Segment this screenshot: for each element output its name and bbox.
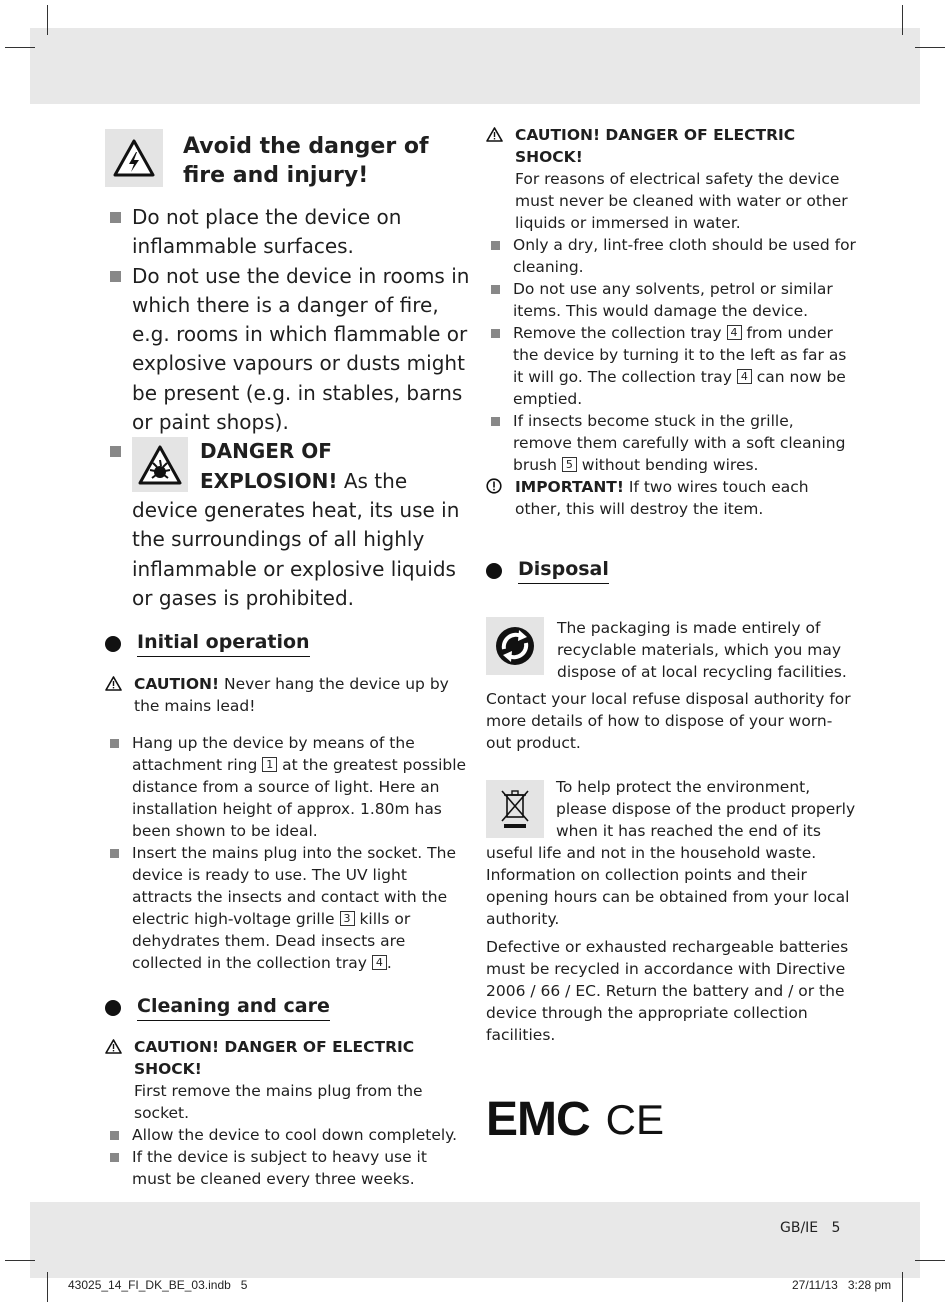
square-bullet-icon: [491, 241, 500, 250]
square-bullet-icon: [110, 212, 121, 223]
cleaning-heading: [105, 994, 470, 1021]
initial-operation-heading: [105, 630, 470, 657]
packaging-note: [486, 617, 856, 683]
batteries-text: Defective or exhausted rechargeable batteries must be recycled in accordance with Directive 2006 / 66 / EC. Return the battery and / or the device through the appropriate collection facilities.: [486, 938, 849, 1044]
list-item: [105, 262, 470, 438]
list-item-text: Only a dry, lint-free cloth should be used for cleaning.: [513, 236, 856, 276]
list-item-text: kills or dehydrates them. Dead insects are collected in the collection tray: [132, 910, 411, 973]
list-item-text: Hang up the device by means of the attachment ring: [132, 734, 415, 775]
part-number: 4: [737, 369, 752, 384]
square-bullet-icon: [491, 329, 500, 338]
caution-text: First remove the mains plug from the socket.: [134, 1082, 423, 1123]
emc-mark: EMC: [486, 1093, 590, 1146]
crop-mark: [902, 1272, 903, 1302]
list-item: [105, 842, 470, 974]
section-title: Cleaning and care: [137, 994, 330, 1021]
emc-ce-mark: [486, 1093, 856, 1146]
recycling-icon: [486, 617, 544, 675]
list-item-text: Do not place the device on inflammable surfaces.: [132, 205, 402, 259]
danger-title: [183, 132, 429, 190]
caution-label: CAUTION! DANGER OF ELECTRIC SHOCK!: [515, 126, 796, 166]
important-text: If two wires touch each other, this will destroy the item.: [515, 478, 809, 518]
left-column: [105, 124, 470, 1190]
electric-warning-icon: [105, 129, 163, 187]
warning-triangle-icon: [105, 676, 122, 691]
list-item: [486, 278, 856, 322]
environment-note: [486, 776, 856, 930]
square-bullet-icon: [110, 739, 119, 748]
section-title: Initial operation: [137, 630, 310, 657]
square-bullet-icon: [110, 271, 121, 282]
bullet-dot-icon: [486, 563, 502, 579]
list-item: [105, 732, 470, 842]
cleaning-list: [105, 1124, 470, 1190]
crop-mark: [5, 47, 35, 48]
square-bullet-icon: [110, 1153, 119, 1162]
list-item-text: at the greatest possible distance from a source of light. Here an installation height of approx. 1.80m has been shown to be ideal.: [132, 756, 467, 841]
print-slug-left: 43025_14_FI_DK_BE_03.indb 5: [68, 1278, 248, 1292]
danger-title-line: Avoid the danger of: [183, 134, 429, 159]
crop-mark: [915, 1260, 945, 1261]
caution-label: CAUTION!: [134, 675, 220, 694]
weee-bin-icon: [486, 780, 544, 838]
list-item: [105, 1124, 470, 1146]
caution-label: CAUTION! DANGER OF ELECTRIC SHOCK!: [134, 1038, 415, 1079]
caution-note: [105, 673, 470, 717]
packaging-text: The packaging is made entirely of recyclable materials, which you may dispose of at local recycling facilities.: [557, 619, 847, 681]
explosion-text: device generates heat, its use in the surroundings of all highly inflammable or explosive liquids or gases is prohibited.: [132, 497, 460, 610]
crop-mark: [47, 5, 48, 35]
explosion-heading: DANGER OF: [200, 439, 332, 464]
caution-note: [486, 124, 856, 234]
important-note: [486, 476, 856, 520]
list-item-text: Remove the collection tray: [513, 324, 727, 342]
caution-text: Never hang the device up by the mains lead!: [134, 675, 449, 716]
list-item: [486, 322, 856, 410]
crop-mark: [902, 5, 903, 35]
list-item-text: If insects become stuck in the grille, remove them carefully with a soft cleaning brush: [513, 412, 846, 474]
caution-text: For reasons of electrical safety the device must never be cleaned with water or other liquids or immersed in water.: [515, 170, 848, 232]
caution-note: [105, 1036, 470, 1124]
crop-mark: [47, 1272, 48, 1302]
footer-band: [30, 1202, 920, 1278]
contact-text: Contact your local refuse disposal authority for more details of how to dispose of your worn-out product.: [486, 690, 851, 752]
print-slug-right: 27/11/13 3:28 pm: [792, 1278, 892, 1292]
danger-title-line: fire and injury!: [183, 163, 369, 188]
explosion-icon: [132, 437, 188, 492]
danger-list: [105, 203, 470, 613]
bullet-dot-icon: [105, 1000, 121, 1016]
list-item: [105, 1146, 470, 1190]
list-item: [486, 234, 856, 278]
list-item-text: from under the device by turning it to the left as far as it will go. The collection tray: [513, 324, 847, 386]
explosion-text: As the: [337, 468, 408, 493]
part-number: 4: [372, 955, 387, 970]
crop-mark: [5, 1260, 35, 1261]
square-bullet-icon: [491, 417, 500, 426]
list-item-text: If the device is subject to heavy use it must be cleaned every three weeks.: [132, 1148, 427, 1189]
list-item-text: Insert the mains plug into the socket. The device is ready to use. The UV light attracts the insects and contact with the electric high-voltage grille: [132, 844, 456, 929]
ce-mark: CE: [605, 1096, 665, 1143]
list-item: [486, 410, 856, 476]
part-number: 5: [562, 457, 577, 472]
important-icon: [486, 478, 502, 494]
list-item-text: can now be emptied.: [513, 368, 846, 408]
warning-triangle-icon: [105, 1039, 122, 1054]
important-label: IMPORTANT!: [515, 478, 624, 496]
part-number: 4: [727, 325, 742, 340]
danger-header: [105, 128, 470, 190]
initial-operation-list: [105, 732, 470, 974]
part-number: 1: [262, 757, 277, 772]
list-item-text: Do not use the device in rooms in which there is a danger of fire, e.g. rooms in which flammable or explosive vapours or dusts might be present (e.g. in stables, barns or paint shops).: [132, 263, 470, 435]
explosion-warning: [105, 437, 470, 613]
cleaning-list-continued: [486, 234, 856, 476]
list-item: [105, 203, 470, 262]
part-number: 3: [340, 911, 355, 926]
bullet-dot-icon: [105, 636, 121, 652]
explosion-heading: EXPLOSION!: [200, 468, 338, 493]
list-item-text: Do not use any solvents, petrol or similar items. This would damage the device.: [513, 280, 833, 320]
right-column: [486, 124, 856, 1146]
square-bullet-icon: [110, 849, 119, 858]
crop-mark: [915, 47, 945, 48]
square-bullet-icon: [491, 285, 500, 294]
list-item-text: without bending wires.: [576, 456, 759, 474]
square-bullet-icon: [110, 446, 121, 457]
page-number: GB/IE 5: [780, 1220, 841, 1236]
list-item-text: Allow the device to cool down completely.: [132, 1126, 458, 1145]
warning-triangle-icon: [486, 127, 503, 142]
square-bullet-icon: [110, 1131, 119, 1140]
list-item-text: .: [386, 954, 392, 973]
header-band: [30, 28, 920, 104]
section-title: Disposal: [518, 557, 609, 584]
disposal-heading: [486, 557, 856, 584]
environment-text: To help protect the environment, please dispose of the product properly when it has reached the end of its useful life and not in the household waste. Information on collection points and their opening hours can be obtained from your local authority.: [486, 778, 856, 928]
